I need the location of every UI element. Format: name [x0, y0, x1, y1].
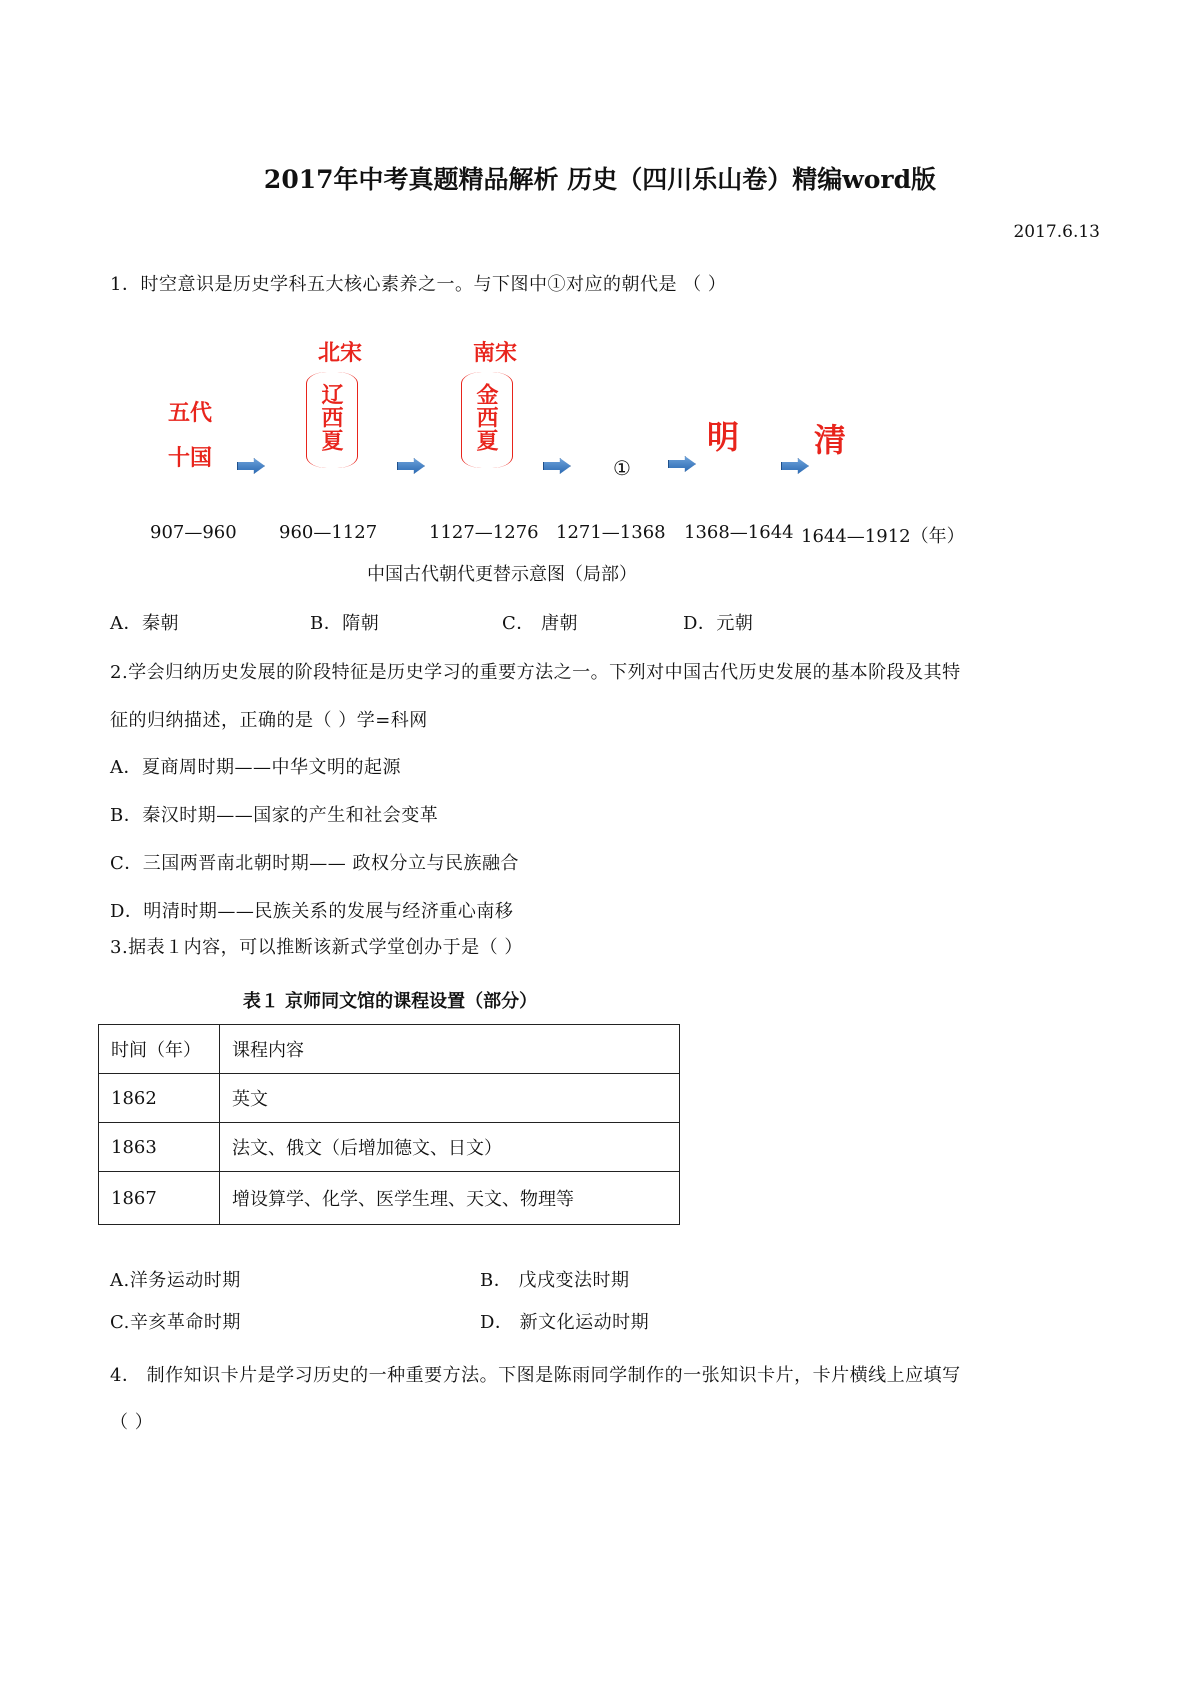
- q2-stem-line1: 2.学会归纳历史发展的阶段特征是历史学习的重要方法之一。下列对中国古代历史发展的基本阶段及其特: [110, 662, 961, 683]
- period-wudai: 五代: [168, 400, 213, 426]
- period-ming: 明: [707, 418, 740, 456]
- period-liao-xixia: 辽西夏: [318, 383, 344, 452]
- table-cell-year: 1863: [99, 1123, 220, 1172]
- year-range: 1127—1276: [429, 522, 539, 543]
- period-unknown-marker: ①: [613, 456, 631, 480]
- table-cell-content: 法文、俄文（后增加德文、日文）: [220, 1123, 680, 1172]
- q2-option-d: D．明清时期——民族关系的发展与经济重心南移: [110, 901, 514, 922]
- year-range: 960—1127: [279, 522, 378, 543]
- arrow-icon: [781, 458, 809, 474]
- q2-stem-line2: 征的归纳描述，正确的是（ ）学=科网: [110, 710, 428, 731]
- course-table: [98, 1024, 680, 1225]
- period-qing: 清: [814, 421, 847, 459]
- table-header-cell: 课程内容: [220, 1025, 680, 1074]
- table-header-cell: 时间（年）: [99, 1025, 220, 1074]
- arrow-icon: [237, 458, 265, 474]
- table-row: [99, 1074, 680, 1123]
- arrow-icon: [397, 458, 425, 474]
- document-title: 2017年中考真题精品解析 历史（四川乐山卷）精编word版: [263, 165, 937, 194]
- q3-option-c: C.辛亥革命时期: [110, 1312, 241, 1333]
- q1-option-d: D．元朝: [683, 613, 754, 634]
- year-range: 1368—1644: [684, 522, 794, 543]
- table-caption: 表１ 京师同文馆的课程设置（部分）: [242, 991, 538, 1012]
- diagram-caption: 中国古代朝代更替示意图（局部）: [367, 564, 637, 585]
- q4-stem-line2: （ ）: [110, 1412, 154, 1433]
- table-cell-year: 1862: [99, 1074, 220, 1123]
- table-row: [99, 1172, 680, 1225]
- year-range: 1271—1368: [556, 522, 666, 543]
- q2-option-c: C．三国两晋南北朝时期—— 政权分立与民族融合: [110, 853, 519, 874]
- document-date: 2017.6.13: [1013, 222, 1100, 242]
- q3-option-a: A.洋务运动时期: [110, 1270, 241, 1291]
- table-cell-year: 1867: [99, 1172, 220, 1225]
- period-beisong: 北宋: [318, 340, 363, 366]
- table-row: [99, 1123, 680, 1172]
- table-cell-content: 增设算学、化学、医学生理、天文、物理等: [220, 1172, 680, 1225]
- table-header-row: [99, 1025, 680, 1074]
- table-cell-content: 英文: [220, 1074, 680, 1123]
- q1-option-b: B．隋朝: [310, 613, 380, 634]
- arrow-icon: [543, 458, 571, 474]
- q1-stem: 1．时空意识是历史学科五大核心素养之一。与下图中①对应的朝代是 （ ）: [110, 274, 727, 295]
- q3-stem: 3.据表１内容，可以推断该新式学堂创办于是（ ）: [110, 937, 523, 958]
- period-nansong: 南宋: [473, 340, 518, 366]
- q3-option-d: D． 新文化运动时期: [480, 1312, 650, 1333]
- q2-option-a: A．夏商周时期——中华文明的起源: [110, 757, 401, 778]
- q1-option-a: A．秦朝: [110, 613, 179, 634]
- q3-option-b: B． 戊戌变法时期: [480, 1270, 630, 1291]
- period-shiguo: 十国: [168, 445, 213, 471]
- arrow-icon: [668, 456, 696, 472]
- q2-option-b: B．秦汉时期——国家的产生和社会变革: [110, 805, 439, 826]
- q4-stem-line1: 4． 制作知识卡片是学习历史的一种重要方法。下图是陈雨同学制作的一张知识卡片，卡片横线上应填写: [110, 1365, 961, 1386]
- year-range: 907—960: [150, 522, 237, 543]
- year-range: 1644—1912（年）: [801, 526, 965, 547]
- period-jin-xixia: 金西夏: [473, 383, 499, 452]
- q1-option-c: C． 唐朝: [502, 613, 578, 634]
